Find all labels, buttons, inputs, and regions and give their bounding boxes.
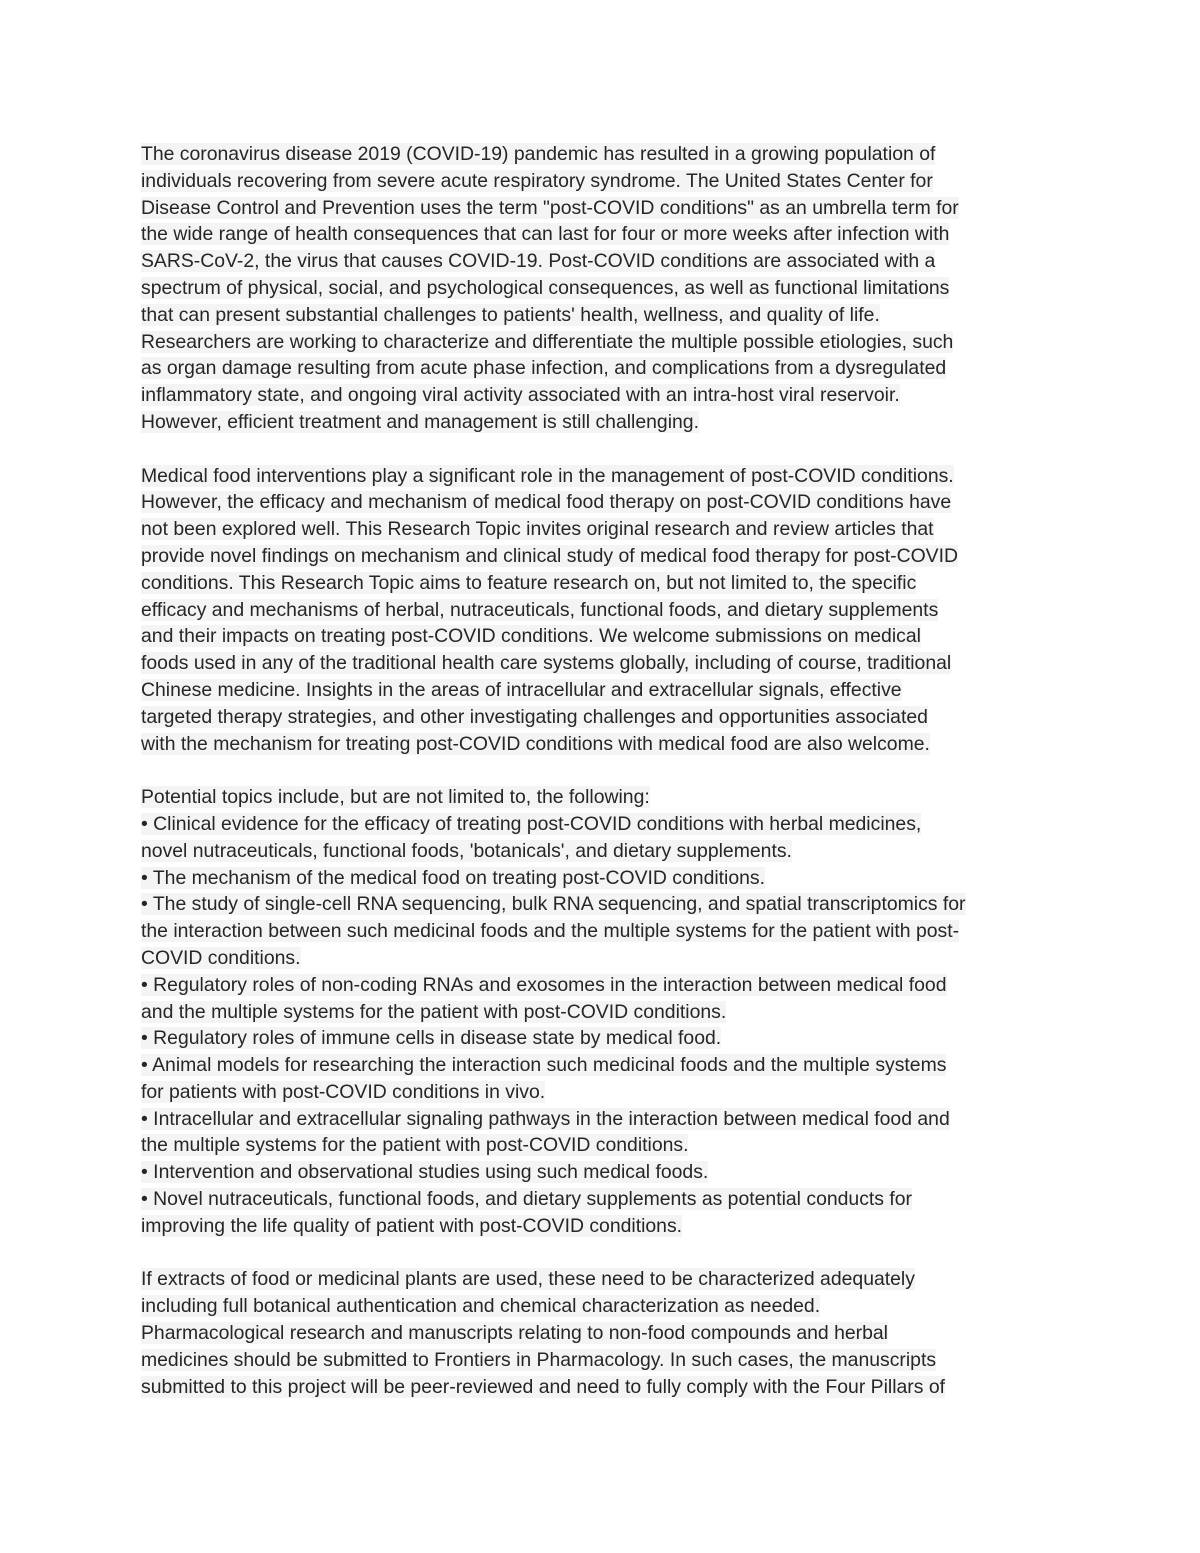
text-line: conditions. This Research Topic aims to feature research on, but not limited to, the specific [141, 571, 917, 594]
text-line: with the mechanism for treating post-COVID conditions with medical food are also welcome. [141, 732, 930, 755]
text-line: targeted therapy strategies, and other investigating challenges and opportunities associated [141, 705, 928, 728]
paragraph-gap [141, 436, 1081, 463]
text-line: However, efficient treatment and management is still challenging. [141, 410, 699, 433]
paragraph-intro [141, 141, 1081, 436]
text-line: spectrum of physical, social, and psychological consequences, as well as functional limitations [141, 276, 950, 299]
paragraph-gap [141, 757, 1081, 784]
text-line: Researchers are working to characterize and differentiate the multiple possible etiologies, such [141, 330, 954, 353]
text-line: submitted to this project will be peer-reviewed and need to fully comply with the Four Pillars of [141, 1375, 946, 1398]
text-line: If extracts of food or medicinal plants are used, these need to be characterized adequately [141, 1268, 915, 1291]
bullet-line: for patients with post-COVID conditions in vivo. [141, 1080, 546, 1103]
text-line: Pharmacological research and manuscripts relating to non-food compounds and herbal [141, 1322, 888, 1345]
bullet-line: • Intervention and observational studies using such medical foods. [141, 1161, 709, 1184]
bullet-line: novel nutraceuticals, functional foods, 'botanicals', and dietary supplements. [141, 839, 792, 862]
bullet-line: • Regulatory roles of non-coding RNAs and exosomes in the interaction between medical food [141, 973, 947, 996]
text-line: not been explored well. This Research Topic invites original research and review articles that [141, 518, 934, 541]
text-line: foods used in any of the traditional health care systems globally, including of course, traditional [141, 652, 952, 675]
text-line: provide novel findings on mechanism and clinical study of medical food therapy for post-COVID [141, 544, 958, 567]
bullet-line: • The study of single-cell RNA sequencing, bulk RNA sequencing, and spatial transcriptomics for [141, 893, 966, 916]
text-line: However, the efficacy and mechanism of medical food therapy on post-COVID conditions have [141, 491, 952, 514]
text-line: inflammatory state, and ongoing viral activity associated with an intra-host viral reservoir. [141, 384, 900, 407]
bullet-line: • Animal models for researching the interaction such medicinal foods and the multiple systems [141, 1054, 947, 1077]
text-line: Medical food interventions play a significant role in the management of post-COVID conditions. [141, 464, 954, 487]
bullet-line: • Intracellular and extracellular signaling pathways in the interaction between medical food and [141, 1107, 950, 1130]
text-line: the wide range of health consequences that can last for four or more weeks after infection with [141, 223, 950, 246]
text-line: individuals recovering from severe acute respiratory syndrome. The United States Center for [141, 169, 933, 192]
text-line: that can present substantial challenges to patients' health, wellness, and quality of life. [141, 303, 880, 326]
text-line: The coronavirus disease 2019 (COVID-19) pandemic has resulted in a growing population of [141, 143, 936, 165]
paragraph-gap [141, 1240, 1081, 1267]
bullet-line: the multiple systems for the patient with post-COVID conditions. [141, 1134, 689, 1157]
bullet-line: and the multiple systems for the patient with post-COVID conditions. [141, 1000, 727, 1023]
bullet-line: the interaction between such medicinal foods and the multiple systems for the patient with post- [141, 920, 960, 943]
text-line: medicines should be submitted to Frontiers in Pharmacology. In such cases, the manuscripts [141, 1348, 937, 1371]
bullet-line: • Clinical evidence for the efficacy of treating post-COVID conditions with herbal medicines, [141, 812, 922, 835]
bullet-line: COVID conditions. [141, 946, 301, 969]
bullet-line: • Novel nutraceuticals, functional foods, and dietary supplements as potential conducts for [141, 1188, 913, 1211]
text-line: Chinese medicine. Insights in the areas of intracellular and extracellular signals, effective [141, 678, 902, 701]
text-line: Disease Control and Prevention uses the term "post-COVID conditions" as an umbrella term for [141, 196, 959, 219]
bullet-line: improving the life quality of patient with post-COVID conditions. [141, 1214, 683, 1237]
bullet-line: • The mechanism of the medical food on treating post-COVID conditions. [141, 866, 766, 889]
text-line: including full botanical authentication and chemical characterization as needed. [141, 1295, 821, 1318]
paragraph-topics [141, 784, 1081, 1240]
topics-intro-line: Potential topics include, but are not limited to, the following: [141, 786, 650, 809]
paragraph-medical-food [141, 463, 1081, 758]
paragraph-extracts [141, 1266, 1081, 1400]
bullet-line: • Regulatory roles of immune cells in disease state by medical food. [141, 1027, 722, 1050]
text-line: and their impacts on treating post-COVID conditions. We welcome submissions on medical [141, 625, 921, 648]
text-line: efficacy and mechanisms of herbal, nutraceuticals, functional foods, and dietary supplements [141, 598, 939, 621]
text-line: SARS-CoV-2, the virus that causes COVID-19. Post-COVID conditions are associated with a [141, 250, 936, 273]
text-line: as organ damage resulting from acute phase infection, and complications from a dysregulated [141, 357, 947, 380]
document-body [141, 141, 1081, 1400]
